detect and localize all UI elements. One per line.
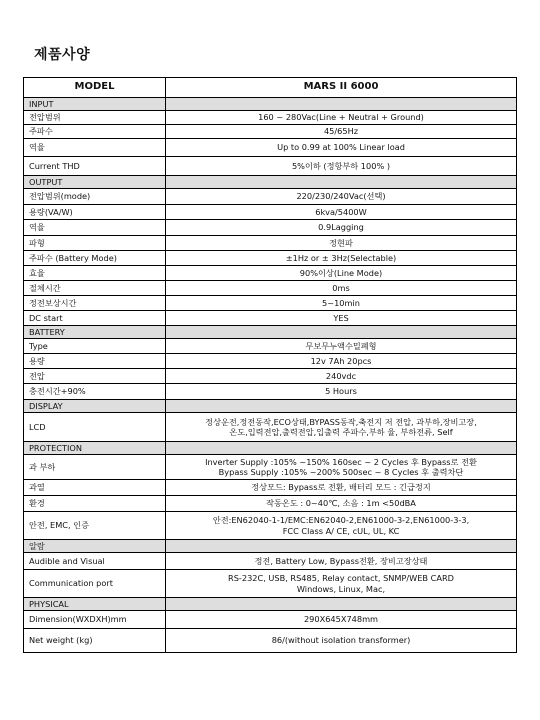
section-label: PHYSICAL	[24, 598, 166, 611]
spec-label: Audible and Visual	[24, 553, 166, 570]
section-row	[24, 98, 517, 111]
table-row	[24, 296, 517, 311]
spec-value	[166, 205, 517, 220]
table-row	[24, 157, 517, 176]
table-row	[24, 111, 517, 125]
spec-value-line: 290X645X748mm	[303, 614, 379, 625]
spec-value-line: 안전:EN62040-1-1/EMC:EN62040-2,EN61000-3-2,EN61000-3-3,	[212, 515, 470, 526]
spec-label: 환경	[24, 496, 166, 512]
table-row	[24, 281, 517, 296]
table-row	[24, 369, 517, 384]
spec-label: 역율	[24, 139, 166, 157]
table-row	[24, 611, 517, 629]
spec-label: 충전시간+90%	[24, 384, 166, 400]
section-empty-cell	[166, 400, 517, 413]
spec-value-line: 정상운전,정전동작,ECO상태,BYPASS동작,축전지 저 전압, 과부하,장비고장,	[205, 416, 477, 427]
spec-value-line: 온도,입력전압,출력전압,입출력 주파수,부하 율, 부하전류, Self	[229, 427, 453, 437]
spec-value-line: 5%이하 (정항부하 100% )	[291, 160, 391, 171]
section-row	[24, 598, 517, 611]
spec-value	[166, 189, 517, 205]
table-row	[24, 455, 517, 480]
section-empty-cell	[166, 98, 517, 111]
spec-label: Type	[24, 339, 166, 354]
spec-value-line: 0.9Lagging	[318, 222, 364, 233]
table-row	[24, 125, 517, 139]
section-empty-cell	[166, 442, 517, 455]
page-title: 제품사양	[34, 47, 91, 63]
spec-value	[166, 553, 517, 570]
spec-value-line: 6kva/5400W	[315, 206, 367, 217]
spec-value-line: 정전, Battery Low, Bypass전환, 장비고장상태	[254, 555, 428, 566]
section-empty-cell	[166, 176, 517, 189]
table-header-row	[24, 78, 517, 98]
section-empty-cell	[166, 326, 517, 339]
section-row	[24, 400, 517, 413]
spec-label: 파형	[24, 236, 166, 251]
spec-label: 안전, EMC, 인증	[24, 512, 166, 540]
spec-value	[166, 629, 517, 653]
spec-value	[166, 111, 517, 125]
table-row	[24, 496, 517, 512]
spec-value	[166, 369, 517, 384]
spec-value	[166, 220, 517, 236]
spec-value-line: 45/65Hz	[323, 126, 359, 137]
section-label: 알람	[24, 540, 166, 553]
spec-value-line: 240vdc	[325, 370, 357, 381]
spec-value-line: 5 Hours	[325, 386, 357, 397]
spec-value	[166, 139, 517, 157]
spec-label: 전압범위(mode)	[24, 189, 166, 205]
section-label: PROTECTION	[24, 442, 166, 455]
table-row	[24, 570, 517, 598]
spec-label: 효율	[24, 266, 166, 281]
spec-value	[166, 570, 517, 598]
section-label: OUTPUT	[24, 176, 166, 189]
table-row	[24, 553, 517, 570]
spec-value-line: ±1Hz or ± 3Hz(Selectable)	[285, 252, 397, 263]
section-label: DISPLAY	[24, 400, 166, 413]
section-row	[24, 326, 517, 339]
spec-value-line: 작동온도 : 0~40℃, 소음 : 1m <50dBA	[266, 498, 416, 509]
spec-value	[166, 125, 517, 139]
section-row	[24, 442, 517, 455]
model-label: MODEL	[24, 78, 166, 98]
spec-value	[166, 496, 517, 512]
spec-value-line: Inverter Supply :105% ~150% 160sec ~ 2 Cycles 후 Bypass로 전환	[205, 456, 477, 467]
spec-label: LCD	[24, 413, 166, 442]
table-row	[24, 251, 517, 266]
spec-value	[166, 251, 517, 266]
section-label: BATTERY	[24, 326, 166, 339]
spec-value	[166, 611, 517, 629]
spec-label: 용량	[24, 354, 166, 369]
table-row	[24, 354, 517, 369]
spec-value	[166, 236, 517, 251]
spec-label: 과열	[24, 480, 166, 496]
section-label: INPUT	[24, 98, 166, 111]
spec-label: 용량(VA/W)	[24, 205, 166, 220]
spec-table-body	[24, 78, 517, 653]
spec-value-line: 5~10min	[322, 297, 360, 308]
table-row	[24, 512, 517, 540]
spec-value-line: FCC Class A/ CE, cUL, UL, KC	[282, 525, 400, 536]
spec-label: 절체시간	[24, 281, 166, 296]
spec-value-line: 90%이상(Line Mode)	[299, 267, 383, 278]
spec-label: Current THD	[24, 157, 166, 176]
spec-value	[166, 480, 517, 496]
section-empty-cell	[166, 540, 517, 553]
table-row	[24, 413, 517, 442]
spec-value-line: 220/230/240Vac(선택)	[296, 191, 386, 202]
spec-value	[166, 296, 517, 311]
spec-label: Net weight (kg)	[24, 629, 166, 653]
spec-value	[166, 311, 517, 326]
spec-label: Dimension(WXDXH)mm	[24, 611, 166, 629]
table-row	[24, 311, 517, 326]
spec-value-line: 12v 7Ah 20pcs	[310, 355, 372, 366]
table-row	[24, 189, 517, 205]
spec-value-line: Windows, Linux, Mac,	[296, 583, 386, 594]
spec-value	[166, 384, 517, 400]
spec-value	[166, 455, 517, 480]
model-value: MARS II 6000	[166, 78, 517, 98]
spec-value	[166, 413, 517, 442]
spec-value-line: 정상모드: Bypass로 전환, 배터리 모드 : 긴급정지	[251, 482, 431, 493]
spec-value-line: Up to 0.99 at 100% Linear load	[277, 142, 405, 153]
spec-value-line: 무보무누액수밀폐형	[305, 340, 377, 351]
spec-label: 전압범위	[24, 111, 166, 125]
table-row	[24, 384, 517, 400]
section-empty-cell	[166, 598, 517, 611]
spec-value-line: YES	[333, 312, 349, 323]
spec-value	[166, 339, 517, 354]
table-row	[24, 480, 517, 496]
spec-value-line: 160 ~ 280Vac(Line + Neutral + Ground)	[258, 112, 424, 123]
table-row	[24, 339, 517, 354]
spec-value	[166, 266, 517, 281]
section-row	[24, 540, 517, 553]
spec-value	[166, 512, 517, 540]
spec-value-line: 0ms	[332, 282, 350, 293]
spec-value	[166, 157, 517, 176]
table-row	[24, 266, 517, 281]
spec-label: 주파수	[24, 125, 166, 139]
spec-label: 전압	[24, 369, 166, 384]
spec-label: Communication port	[24, 570, 166, 598]
spec-label: 주파수 (Battery Mode)	[24, 251, 166, 266]
spec-label: 과 부하	[24, 455, 166, 480]
table-row	[24, 139, 517, 157]
spec-value-line: 86/(without isolation transformer)	[271, 635, 411, 646]
section-row	[24, 176, 517, 189]
spec-label: DC start	[24, 311, 166, 326]
table-row	[24, 220, 517, 236]
spec-label: 역율	[24, 220, 166, 236]
spec-label: 정전보상시간	[24, 296, 166, 311]
table-row	[24, 629, 517, 653]
table-row	[24, 236, 517, 251]
spec-value	[166, 281, 517, 296]
spec-table	[23, 77, 517, 653]
spec-value-line: 정현파	[329, 237, 353, 248]
spec-value-line: RS-232C, USB, RS485, Relay contact, SNMP/WEB CARD	[228, 573, 454, 584]
spec-value-line: Bypass Supply :105% ~200% 500sec ~ 8 Cycles 후 출력차단	[218, 467, 464, 477]
spec-value	[166, 354, 517, 369]
table-row	[24, 205, 517, 220]
